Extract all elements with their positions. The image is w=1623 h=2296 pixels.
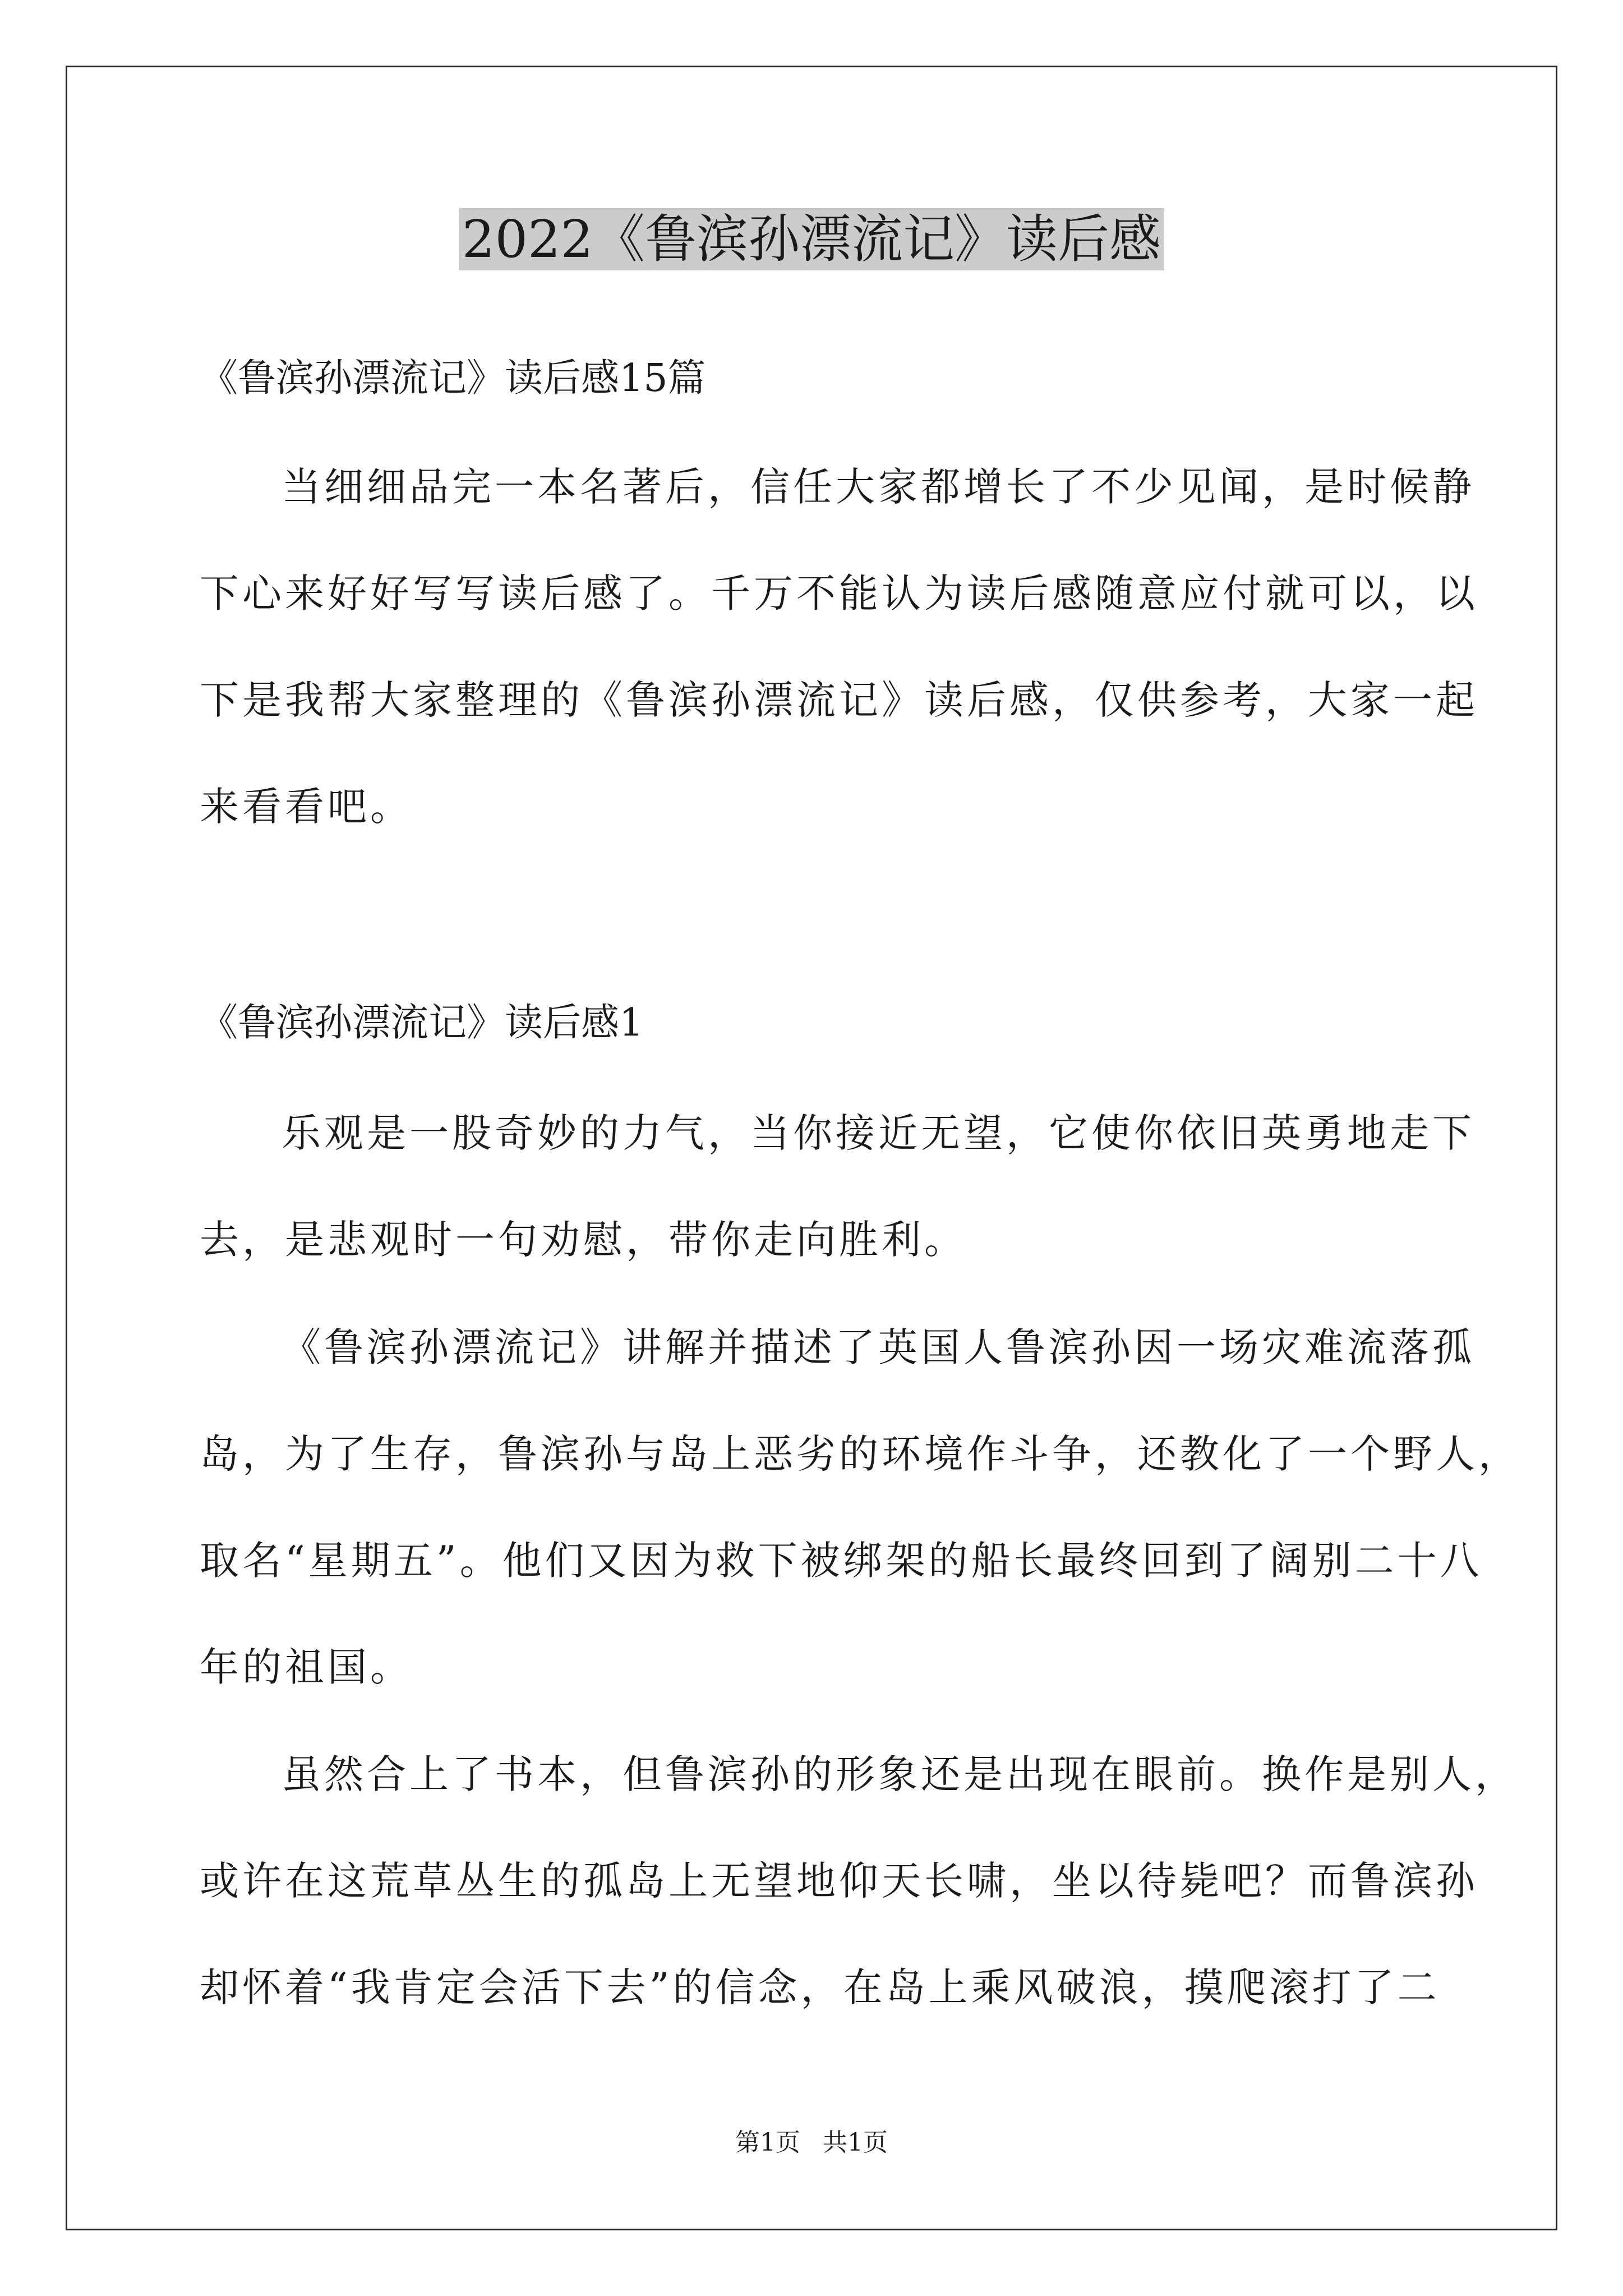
document-subtitle: 《鲁滨孙漂流记》读后感15篇 xyxy=(200,356,706,401)
intro-paragraph xyxy=(200,434,1478,860)
intro-line: 下是我帮大家整理的《鲁滨孙漂流记》读后感，仅供参考，大家一起 xyxy=(200,677,1478,723)
paragraph-line: 《鲁滨孙漂流记》讲解并描述了英国人鲁滨孙因一场灾难流落孤 xyxy=(282,1324,1475,1370)
paragraph-line: 年的祖国。 xyxy=(200,1644,413,1690)
page-footer xyxy=(0,2126,1623,2160)
intro-line: 来看看吧。 xyxy=(200,784,413,830)
paragraph-line: 虽然合上了书本，但鲁滨孙的形象还是出现在眼前。换作是别人， xyxy=(282,1751,1518,1797)
page-total: 共1页 xyxy=(823,2128,888,2157)
section-heading: 《鲁滨孙漂流记》读后感1 xyxy=(200,1001,644,1045)
intro-line: 下心来好好写写读后感了。千万不能认为读后感随意应付就可以，以 xyxy=(200,570,1478,616)
paragraph-line: 或许在这荒草丛生的孤岛上无望地仰天长啸，坐以待毙吧？而鲁滨孙 xyxy=(200,1858,1478,1904)
page-number: 第1页 xyxy=(735,2128,800,2157)
paragraph-line: 去，是悲观时一句劝慰，带你走向胜利。 xyxy=(200,1217,967,1263)
paragraph-line: 乐观是一股奇妙的力气，当你接近无望，它使你依旧英勇地走下 xyxy=(282,1110,1475,1156)
paragraph-line: 却怀着“我肯定会活下去”的信念，在岛上乘风破浪，摸爬滚打了二 xyxy=(200,1964,1440,2010)
paragraph-3 xyxy=(200,1721,1518,2041)
document-title xyxy=(0,203,1623,276)
paragraph-line: 取名“星期五”。他们又因为救下被绑架的船长最终回到了阔别二十八 xyxy=(200,1538,1483,1584)
paragraph-1 xyxy=(200,1080,1475,1293)
document-title-text: 2022《鲁滨孙漂流记》读后感 xyxy=(459,208,1164,270)
paragraph-2 xyxy=(200,1294,1521,1720)
intro-line: 当细细品完一本名著后，信任大家都增长了不少见闻，是时候静 xyxy=(282,464,1475,510)
paragraph-line: 岛，为了生存，鲁滨孙与岛上恶劣的环境作斗争，还教化了一个野人， xyxy=(200,1431,1521,1477)
